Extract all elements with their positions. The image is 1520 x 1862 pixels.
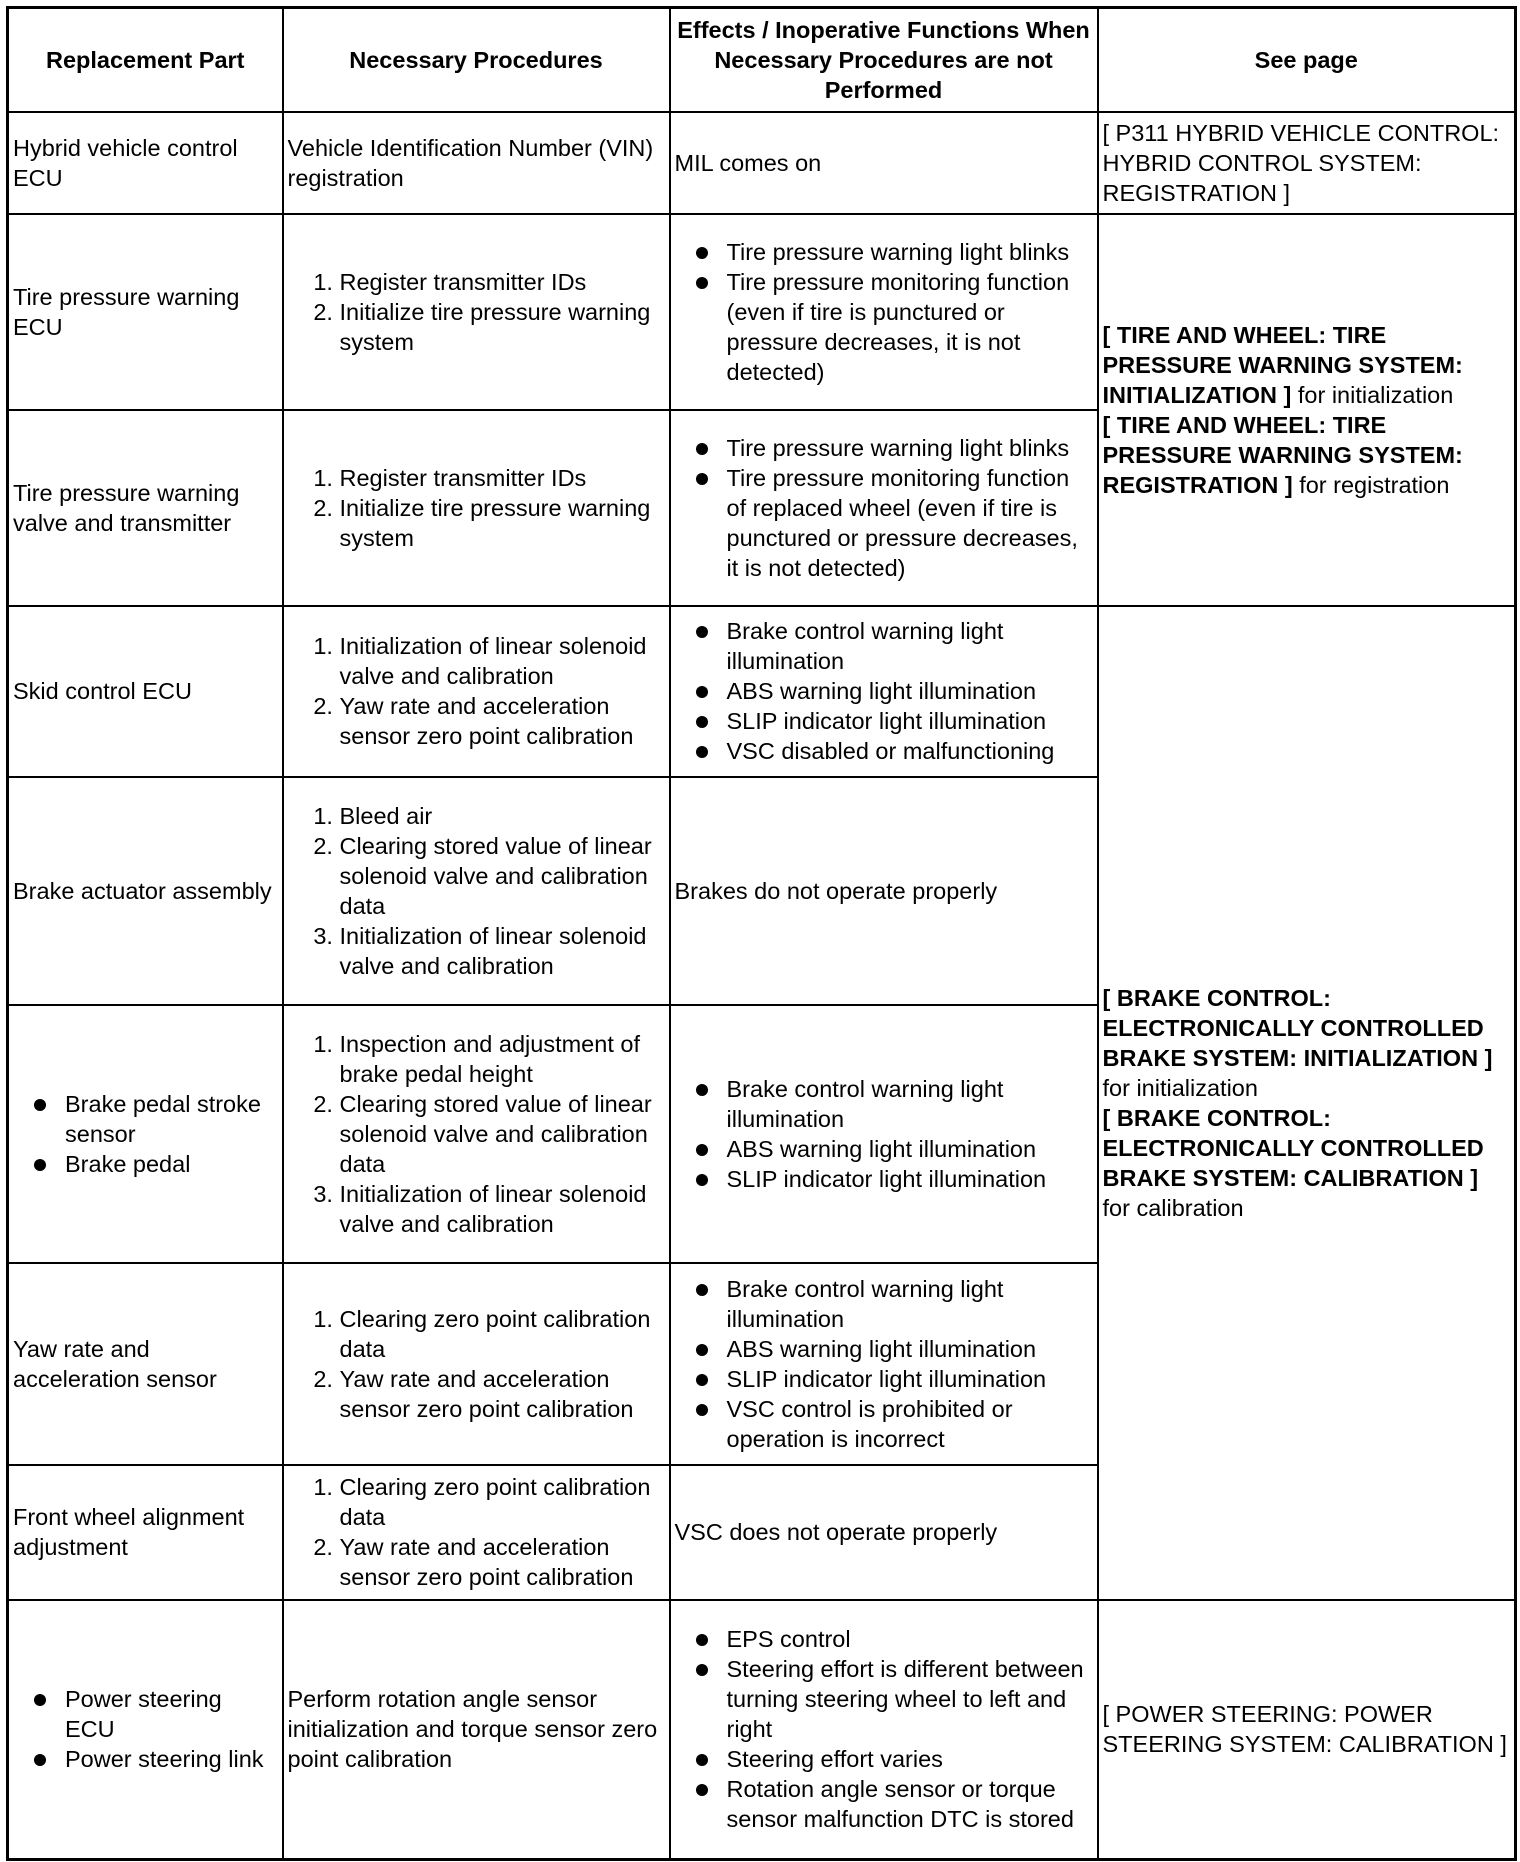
procedure-cell: [283, 606, 670, 777]
see-page-cell-brake: [1098, 606, 1516, 1600]
see-page-brake-calibration: [1103, 1103, 1511, 1223]
see-page-reference[interactable]: [ BRAKE CONTROL: ELECTRONICALLY CONTROLLED BRAKE SYSTEM: CALIBRATION ]: [1102, 1104, 1484, 1191]
procedure-cell: [283, 1465, 670, 1600]
procedure-list: [288, 631, 665, 751]
header-row: [8, 8, 1516, 112]
part-item: Power steering link: [13, 1744, 278, 1774]
procedure-step: 1. Register transmitter IDs: [340, 267, 665, 297]
see-page-reference[interactable]: [ P311 HYBRID VEHICLE CONTROL: HYBRID CONTROL SYSTEM: REGISTRATION ]: [1098, 112, 1516, 214]
effect-item: Steering effort is different between turning steering wheel to left and right: [675, 1654, 1093, 1744]
effect-cell: VSC does not operate properly: [670, 1465, 1098, 1600]
procedure-step: 2. Initialize tire pressure warning system: [340, 493, 665, 553]
replacement-procedures-table: [6, 6, 1517, 1861]
effect-cell: Brakes do not operate properly: [670, 777, 1098, 1005]
procedure-step: 3. Initialization of linear solenoid valve and calibration: [340, 921, 665, 981]
effect-item: Tire pressure monitoring function (even if tire is punctured or pressure decreases, it is not detected): [675, 267, 1093, 387]
table-header: [8, 8, 1516, 112]
procedure-cell: [283, 777, 670, 1005]
see-page-reference[interactable]: [ POWER STEERING: POWER STEERING SYSTEM: CALIBRATION ]: [1098, 1600, 1516, 1860]
see-page-brake-initialization: [1103, 983, 1511, 1103]
procedure-step: 1. Inspection and adjustment of brake pedal height: [340, 1029, 665, 1089]
see-page-tire-registration: [1103, 410, 1511, 500]
procedure-step: 1. Initialization of linear solenoid valve and calibration: [340, 631, 665, 691]
see-page-cell-tire: [1098, 214, 1516, 606]
effect-item: EPS control: [675, 1624, 1093, 1654]
effect-list: [675, 1074, 1093, 1194]
procedure-step: 2. Yaw rate and acceleration sensor zero point calibration: [340, 1364, 665, 1424]
replacement-part-cell: Hybrid vehicle control ECU: [8, 112, 283, 214]
procedure-step: 2. Initialize tire pressure warning system: [340, 297, 665, 357]
effect-item: VSC control is prohibited or operation is incorrect: [675, 1394, 1093, 1454]
effect-item: SLIP indicator light illumination: [675, 706, 1093, 736]
table-row: [8, 606, 1516, 777]
effect-list: [675, 1274, 1093, 1454]
procedure-list: [288, 1029, 665, 1239]
replacement-part-cell: Yaw rate and acceleration sensor: [8, 1263, 283, 1465]
effect-item: Tire pressure warning light blinks: [675, 433, 1093, 463]
effect-cell: [670, 1600, 1098, 1860]
part-item: Brake pedal: [13, 1149, 278, 1179]
replacement-part-cell: Front wheel alignment adjustment: [8, 1465, 283, 1600]
effect-item: Tire pressure warning light blinks: [675, 237, 1093, 267]
effect-item: ABS warning light illumination: [675, 676, 1093, 706]
procedure-step: 2. Yaw rate and acceleration sensor zero point calibration: [340, 691, 665, 751]
table-row: [8, 214, 1516, 410]
procedure-list: [288, 1304, 665, 1424]
procedure-list: [288, 267, 665, 357]
effect-item: VSC disabled or malfunctioning: [675, 736, 1093, 766]
procedure-list: [288, 463, 665, 553]
effect-item: Brake control warning light illumination: [675, 1274, 1093, 1334]
effect-item: Brake control warning light illumination: [675, 616, 1093, 676]
procedure-step: 3. Initialization of linear solenoid valve and calibration: [340, 1179, 665, 1239]
effect-item: Steering effort varies: [675, 1744, 1093, 1774]
header-see-page: See page: [1098, 8, 1516, 112]
see-page-reference[interactable]: [ BRAKE CONTROL: ELECTRONICALLY CONTROLLED BRAKE SYSTEM: INITIALIZATION ]: [1102, 984, 1493, 1071]
see-page-purpose: for initialization: [1291, 381, 1454, 408]
procedure-step: 1. Clearing zero point calibration data: [340, 1304, 665, 1364]
procedure-step: 2. Yaw rate and acceleration sensor zero point calibration: [340, 1532, 665, 1592]
header-necessary-procedures: Necessary Procedures: [283, 8, 670, 112]
procedure-step: 1. Clearing zero point calibration data: [340, 1472, 665, 1532]
see-page-tire-initialization: [1103, 320, 1511, 410]
effect-item: Brake control warning light illumination: [675, 1074, 1093, 1134]
procedure-cell: [283, 410, 670, 606]
replacement-part-cell: Skid control ECU: [8, 606, 283, 777]
part-list: [13, 1684, 278, 1774]
replacement-part-cell: Brake actuator assembly: [8, 777, 283, 1005]
table-body: [8, 112, 1516, 1860]
effect-list: [675, 616, 1093, 766]
effect-item: Rotation angle sensor or torque sensor malfunction DTC is stored: [675, 1774, 1093, 1834]
header-replacement-part: Replacement Part: [8, 8, 283, 112]
procedure-step: 1. Bleed air: [340, 801, 665, 831]
replacement-part-cell: Tire pressure warning valve and transmitter: [8, 410, 283, 606]
see-page-reference[interactable]: [ TIRE AND WHEEL: TIRE PRESSURE WARNING SYSTEM: REGISTRATION ]: [1102, 411, 1463, 498]
procedure-cell: [283, 214, 670, 410]
see-page-reference[interactable]: [ TIRE AND WHEEL: TIRE PRESSURE WARNING SYSTEM: INITIALIZATION ]: [1102, 321, 1463, 408]
see-page-purpose: for registration: [1292, 471, 1450, 498]
see-page-purpose: for calibration: [1102, 1194, 1244, 1221]
procedure-list: [288, 1472, 665, 1592]
effect-list: [675, 237, 1093, 387]
procedure-step: 2. Clearing stored value of linear solenoid valve and calibration data: [340, 1089, 665, 1179]
procedure-step: 2. Clearing stored value of linear solenoid valve and calibration data: [340, 831, 665, 921]
procedure-list: [288, 801, 665, 981]
replacement-part-cell: [8, 1005, 283, 1263]
procedure-cell: Vehicle Identification Number (VIN) registration: [283, 112, 670, 214]
table-row: [8, 1600, 1516, 1860]
effect-cell: [670, 606, 1098, 777]
replacement-part-cell: Tire pressure warning ECU: [8, 214, 283, 410]
effect-cell: [670, 410, 1098, 606]
effect-cell: [670, 214, 1098, 410]
replacement-part-cell: [8, 1600, 283, 1860]
effect-cell: [670, 1263, 1098, 1465]
effect-cell: [670, 1005, 1098, 1263]
procedure-step: 1. Register transmitter IDs: [340, 463, 665, 493]
part-item: Power steering ECU: [13, 1684, 278, 1744]
procedure-cell: [283, 1005, 670, 1263]
effect-item: ABS warning light illumination: [675, 1134, 1093, 1164]
header-effects: Effects / Inoperative Functions When Necessary Procedures are not Performed: [670, 8, 1098, 112]
part-item: Brake pedal stroke sensor: [13, 1089, 278, 1149]
procedure-cell: [283, 1263, 670, 1465]
effect-list: [675, 433, 1093, 583]
effect-item: SLIP indicator light illumination: [675, 1164, 1093, 1194]
effect-item: SLIP indicator light illumination: [675, 1364, 1093, 1394]
see-page-purpose: for initialization: [1102, 1074, 1258, 1101]
effect-item: ABS warning light illumination: [675, 1334, 1093, 1364]
part-list: [13, 1089, 278, 1179]
effect-list: [675, 1624, 1093, 1834]
table-row: [8, 112, 1516, 214]
effect-item: Tire pressure monitoring function of replaced wheel (even if tire is punctured or pressure decreases, it is not detected): [675, 463, 1093, 583]
effect-cell: MIL comes on: [670, 112, 1098, 214]
procedure-cell: Perform rotation angle sensor initialization and torque sensor zero point calibration: [283, 1600, 670, 1860]
